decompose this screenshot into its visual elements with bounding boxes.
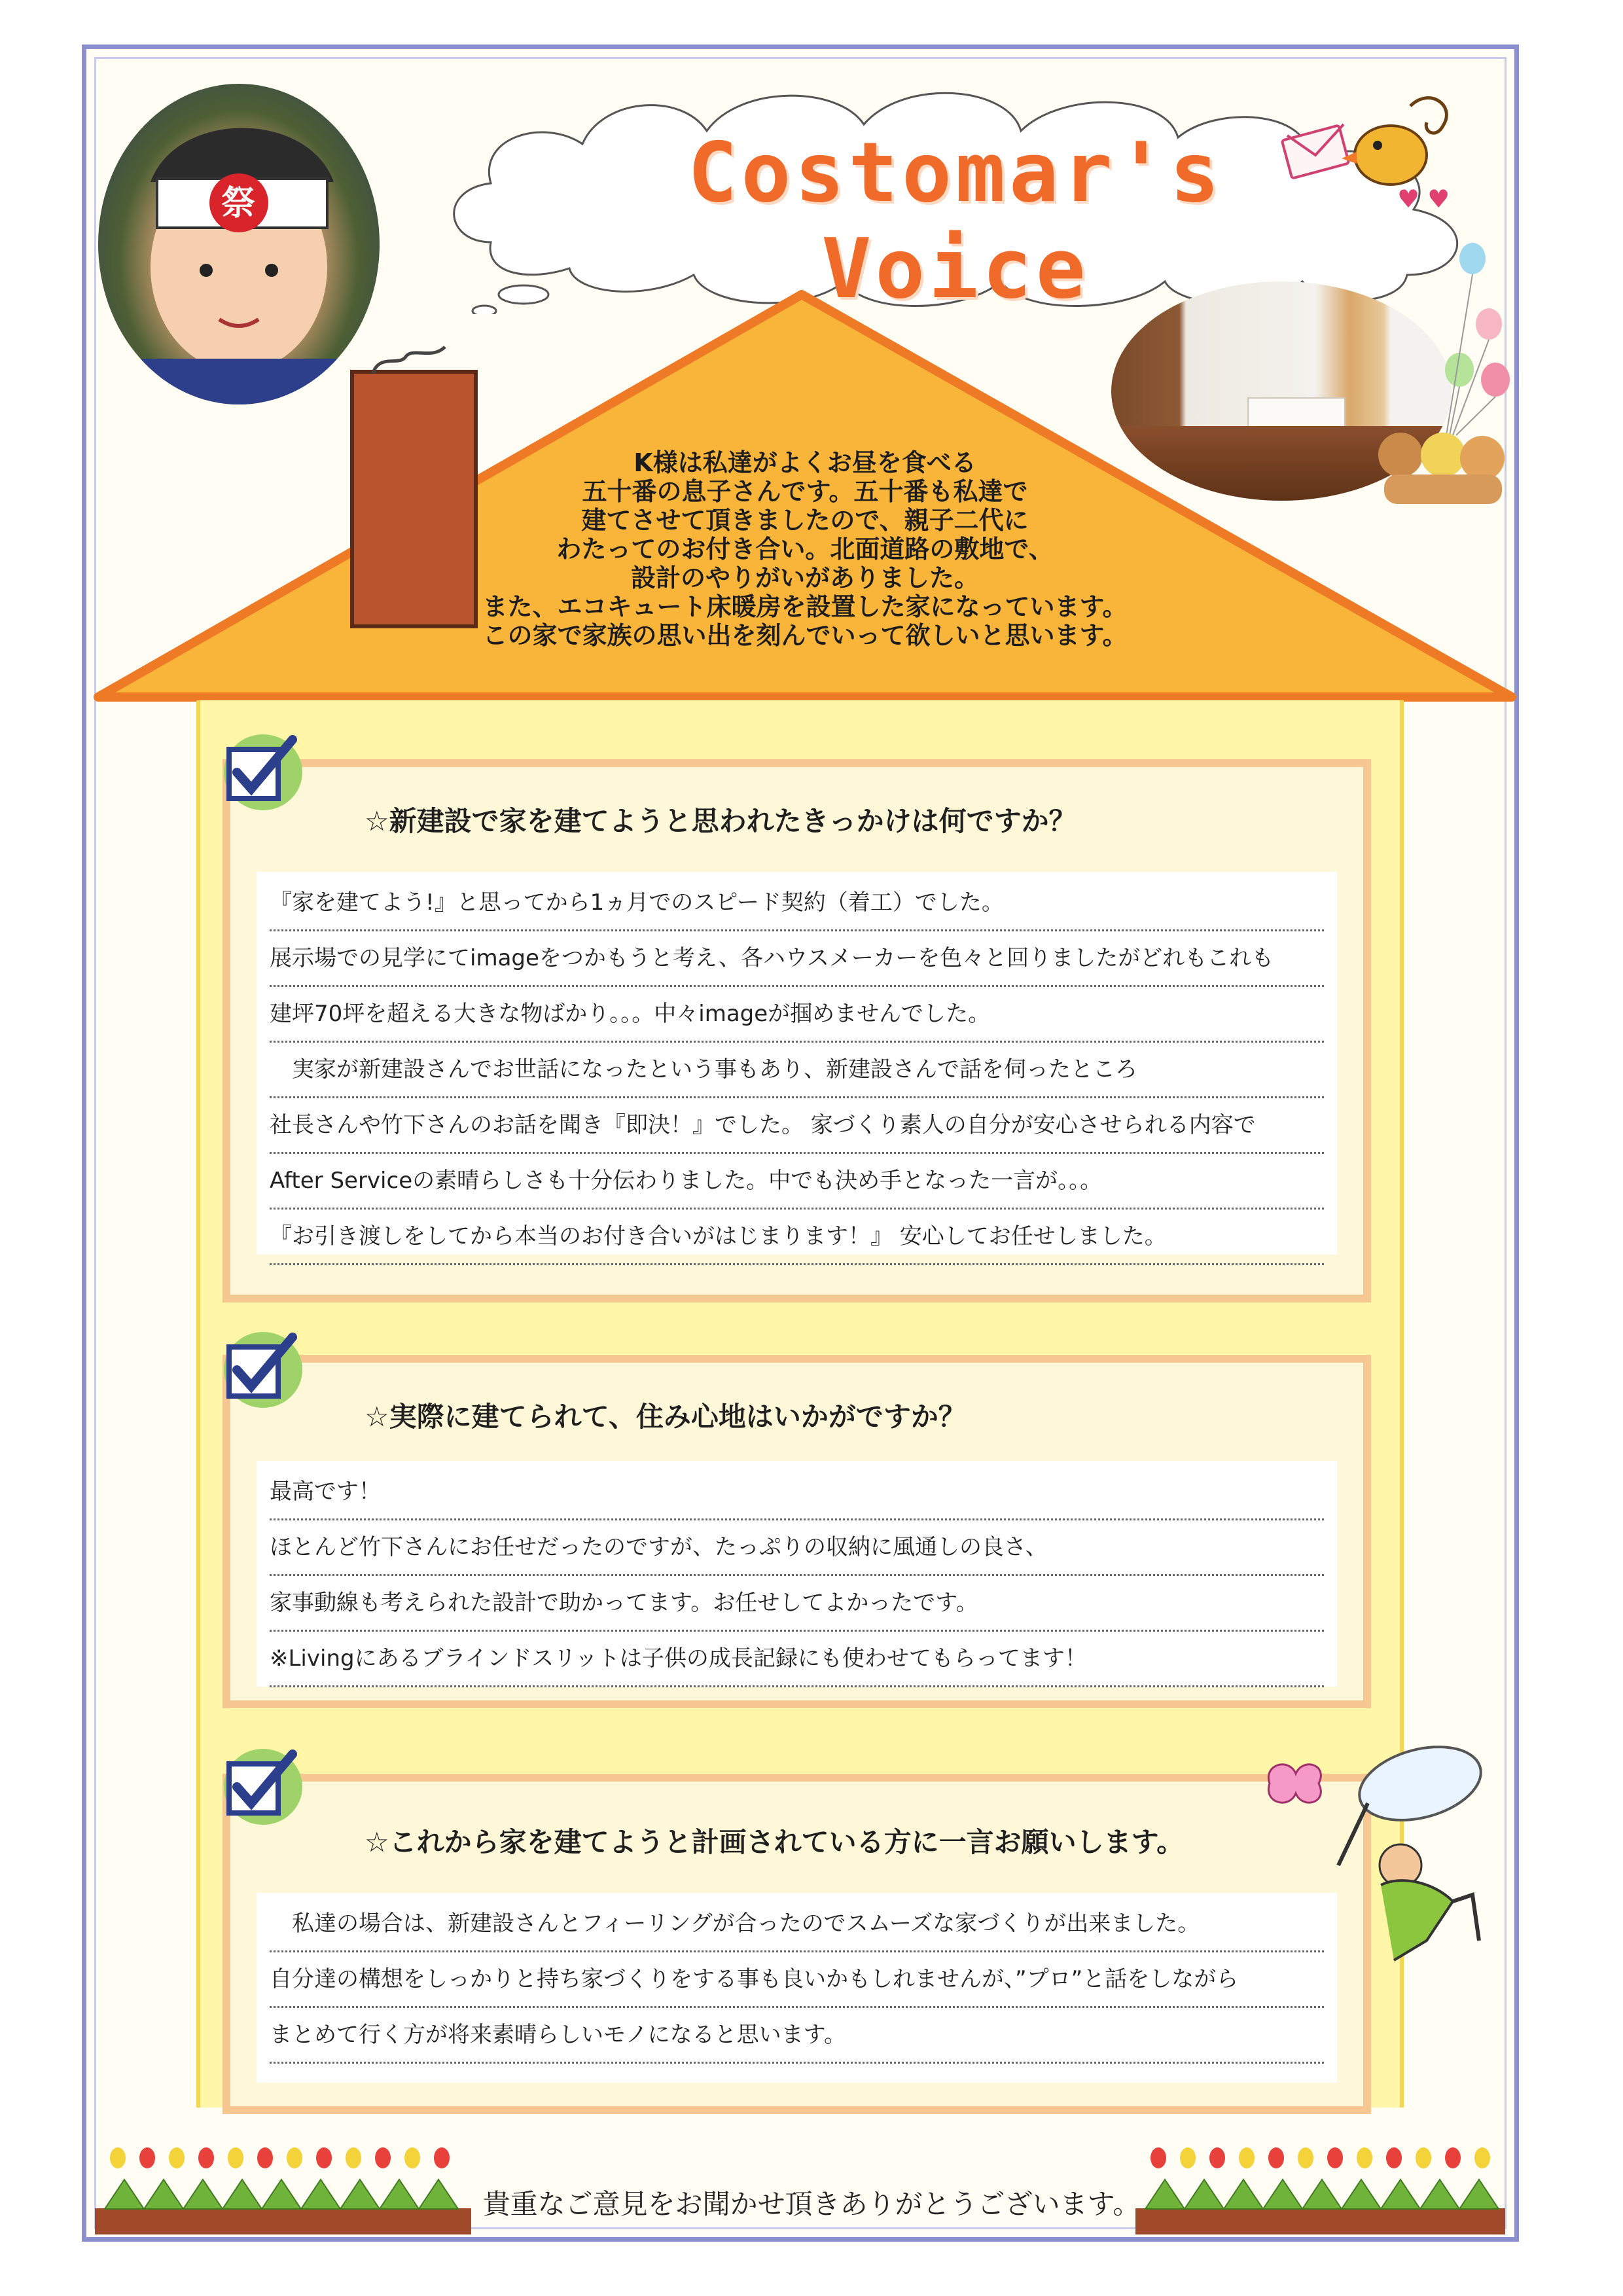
answer-line: ※Livingにあるブラインドスリットは子供の成長記録にも使わせてもらってます！ bbox=[270, 1632, 1324, 1687]
ground-strip-left bbox=[95, 2208, 471, 2234]
answer-line: まとめて行く方が将来素晴らしいモノになると思います。 bbox=[270, 2008, 1324, 2064]
answer-box bbox=[257, 1461, 1337, 1687]
intro-message bbox=[380, 448, 1230, 650]
answer-line: 社長さんや竹下さんのお話を聞き『即決！』でした。 家づくり素人の自分が安心させられる内容で bbox=[270, 1098, 1324, 1154]
answer-line: 『お引き渡しをしてから本当のお付き合いがはじまります！』 安心してお任せしました。 bbox=[270, 1210, 1324, 1265]
intro-line: K様は私達がよくお昼を食べる bbox=[633, 448, 976, 477]
question-title: ☆新建設で家を建てようと思われたきっかけは何ですか？ bbox=[365, 805, 1077, 837]
intro-line: 設計のやりがいがありました。 bbox=[630, 564, 979, 592]
smoke-icon bbox=[366, 340, 452, 380]
answer-line: 私達の場合は、新建設さんとフィーリングが合ったのでスムーズな家づくりが出来ました。 bbox=[270, 1897, 1324, 1952]
intro-line: また、エコキュート床暖房を設置した家になっています。 bbox=[482, 592, 1128, 621]
qa-section-1 bbox=[223, 759, 1371, 1302]
intro-line: わたってのお付き合い。北面道路の敷地で、 bbox=[556, 535, 1054, 564]
thanks-message: 貴重なご意見をお聞かせ頂きありがとうございます。 bbox=[482, 2188, 1141, 2220]
answer-line: ほとんど竹下さんにお任せだったのですが、たっぷりの収納に風通しの良さ、 bbox=[270, 1520, 1324, 1576]
answer-box bbox=[257, 1893, 1337, 2083]
checkbox-icon bbox=[211, 1321, 309, 1419]
answer-line: 建坪70坪を超える大きな物ばかり。。。中々imageが掴めませんでした。 bbox=[270, 987, 1324, 1043]
qa-section-2 bbox=[223, 1355, 1371, 1708]
ground-strip-right bbox=[1135, 2208, 1505, 2234]
bird-letter-icon bbox=[1279, 86, 1463, 217]
checkbox-icon bbox=[211, 1738, 309, 1836]
tulips-left-icon bbox=[98, 2144, 465, 2212]
svg-text:♥ ♥: ♥ ♥ bbox=[1397, 185, 1450, 213]
answer-line: After Serviceの素晴らしさも十分伝わりました。中でも決め手となった一言が。。。 bbox=[270, 1154, 1324, 1210]
tulips-right-icon bbox=[1139, 2144, 1505, 2212]
page-title: Costomar's Voice bbox=[687, 124, 1224, 317]
answer-line: 家事動線も考えられた設計で助かってます。お任せしてよかったです。 bbox=[270, 1576, 1324, 1632]
answer-line: 自分達の構想をしっかりと持ち家づくりをする事も良いかもしれませんが、”プロ”と話をしながら bbox=[270, 1952, 1324, 2008]
answer-line: 展示場での見学にてimageをつかもうと考え、各ハウスメーカーを色々と回りましたがどれもこれも bbox=[270, 931, 1324, 987]
answer-box bbox=[257, 872, 1337, 1255]
question-title: ☆実際に建てられて、住み心地はいかがですか？ bbox=[365, 1401, 966, 1433]
answer-line: 実家が新建設さんでお世話になったという事もあり、新建設さんで話を伺ったところ bbox=[270, 1043, 1324, 1098]
qa-section-3 bbox=[223, 1774, 1371, 2114]
answer-line: 最高です！ bbox=[270, 1465, 1324, 1520]
intro-line: 五十番の息子さんです。五十番も私達で bbox=[582, 477, 1028, 506]
checkbox-icon bbox=[211, 723, 309, 821]
svg-text:祭: 祭 bbox=[221, 184, 256, 223]
question-title: ☆これから家を建てようと計画されている方に一言お願いします。 bbox=[365, 1826, 1185, 1858]
butterfly-net-man-icon bbox=[1257, 1744, 1518, 1967]
intro-line: この家で家族の思い出を刻んでいって欲しいと思います。 bbox=[482, 621, 1128, 650]
answer-line: 『家を建てよう!』と思ってから1ヵ月でのスピード契約（着工）でした。 bbox=[270, 876, 1324, 931]
intro-line: 建てさせて頂きましたので、親子二代に bbox=[581, 506, 1029, 535]
